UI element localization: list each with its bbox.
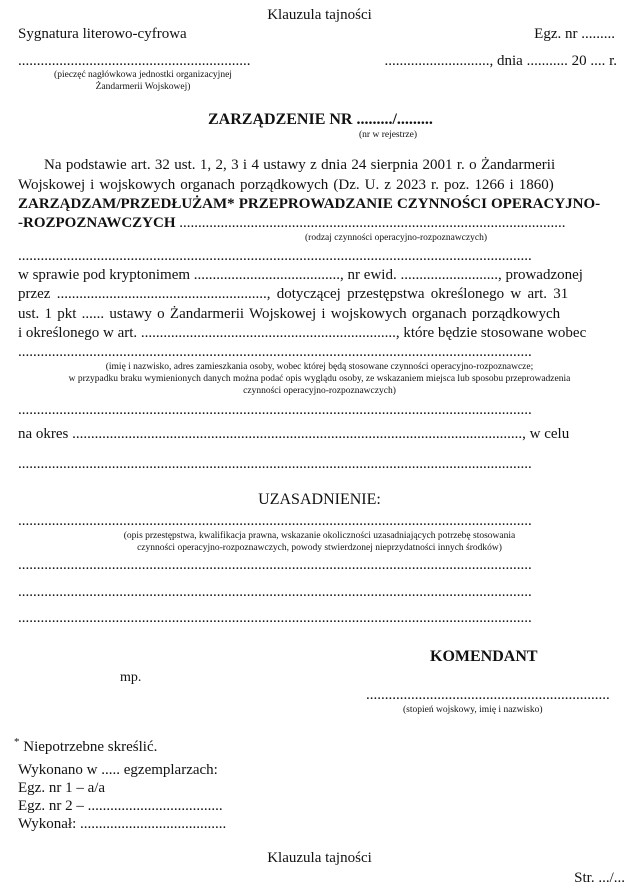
dots-line-c: ......................................................................................................................................... bbox=[18, 402, 532, 418]
commander-title: KOMENDANT bbox=[430, 648, 538, 665]
stamp-note-line2: Żandarmerii Wojskowej) bbox=[95, 82, 191, 92]
line5: w sprawie pod kryptonimem ......................................., nr ewid. .........................., prowadzonej bbox=[18, 267, 583, 283]
justification-note-line2: czynności operacyjno-rozpoznawczych, powody stwierdzonej nieprzydatności innych środków) bbox=[137, 543, 502, 553]
stamp-note-line1: (pieczęć nagłówkowa jednostki organizacyjnej bbox=[54, 70, 232, 80]
copy2: Egz. nr 2 – .................................... bbox=[18, 798, 223, 814]
made-by: Wykonał: ....................................... bbox=[18, 816, 227, 832]
justification-heading: UZASADNIENIE: bbox=[258, 491, 381, 508]
classification-bottom: Klauzula tajności bbox=[267, 850, 372, 866]
person-note-line3: czynności operacyjno-rozpoznawczych) bbox=[243, 386, 396, 396]
signature-note: (stopień wojskowy, imię i nazwisko) bbox=[403, 705, 543, 715]
footnote bbox=[14, 733, 157, 756]
copy-number: Egz. nr ......... bbox=[534, 26, 615, 42]
line6: przez ........................................................, dotyczącej przestępstwa określonego w art. 31 bbox=[18, 286, 569, 302]
para1-line3: ZARZĄDZAM/PRZEDŁUŻAM* PRZEPROWADZANIE CZYNNOŚCI OPERACYJNO- bbox=[18, 196, 601, 212]
para1-line1: Na podstawie art. 32 ust. 1, 2, 3 i 4 ustawy z dnia 24 sierpnia 2001 r. o Żandarmerii bbox=[44, 157, 556, 173]
justification-dots-1: ......................................................................................................................................... bbox=[18, 513, 532, 529]
person-note-line1: (imię i nazwisko, adres zamieszkania osoby, wobec której będą stosowane czynności operacyjno-rozpoznawcze; bbox=[105, 362, 534, 372]
para1-line4-bold: -ROZPOZNAWCZYCH bbox=[18, 215, 176, 231]
activity-note: (rodzaj czynności operacyjno-rozpoznawczych) bbox=[305, 233, 487, 243]
justification-dots-2: ......................................................................................................................................... bbox=[18, 557, 532, 573]
para1-line4-dots: ....................................................................................................... bbox=[175, 215, 566, 231]
signature-dots: ................................................................. bbox=[366, 687, 610, 703]
line8: i określonego w art. ...................................................................., które będzie stosowane wobec bbox=[18, 325, 587, 341]
dots-line-a: ......................................................................................................................................... bbox=[18, 248, 532, 264]
footnote-text: Niepotrzebne skreślić. bbox=[19, 739, 158, 755]
order-title: ZARZĄDZENIE NR ........./......... bbox=[208, 111, 433, 128]
justification-note-line1: (opis przestępstwa, kwalifikacja prawna, wskazanie okoliczności uzasadniających potrzebę stosowania bbox=[123, 531, 516, 541]
period-line: na okres ........................................................................................................................, w celu bbox=[18, 426, 570, 442]
copies-made: Wykonano w ..... egzemplarzach: bbox=[18, 762, 218, 778]
para1-line4 bbox=[18, 214, 566, 232]
page-number: Str. .../... bbox=[574, 870, 625, 886]
place-date: ............................, dnia ........... 20 .... r. bbox=[384, 53, 617, 69]
register-note: (nr w rejestrze) bbox=[359, 130, 418, 140]
justification-dots-4: ......................................................................................................................................... bbox=[18, 610, 532, 626]
signature-label: Sygnatura literowo-cyfrowa bbox=[18, 26, 187, 42]
stamp-dots: .............................................................. bbox=[18, 53, 251, 69]
footnote-mark: * bbox=[14, 736, 20, 748]
line7: ust. 1 pkt ...... ustawy o Żandarmerii Wojskowej i wojskowych organach porządkowych bbox=[18, 306, 561, 322]
seal-place: mp. bbox=[120, 670, 142, 685]
person-note-line2: w przypadku braku wymienionych danych można podać opis wyglądu osoby, ze wskazaniem miejsca lub sposobu przeprowadzenia bbox=[68, 374, 571, 384]
dots-line-d: ......................................................................................................................................... bbox=[18, 456, 532, 472]
copy1: Egz. nr 1 – a/a bbox=[18, 780, 106, 796]
classification-top: Klauzula tajności bbox=[267, 7, 372, 23]
justification-dots-3: ......................................................................................................................................... bbox=[18, 584, 532, 600]
para1-line2: Wojskowej i wojskowych organach porządkowych (Dz. U. z 2023 r. poz. 1266 i 1860) bbox=[18, 177, 554, 193]
dots-line-b: ......................................................................................................................................... bbox=[18, 344, 532, 360]
